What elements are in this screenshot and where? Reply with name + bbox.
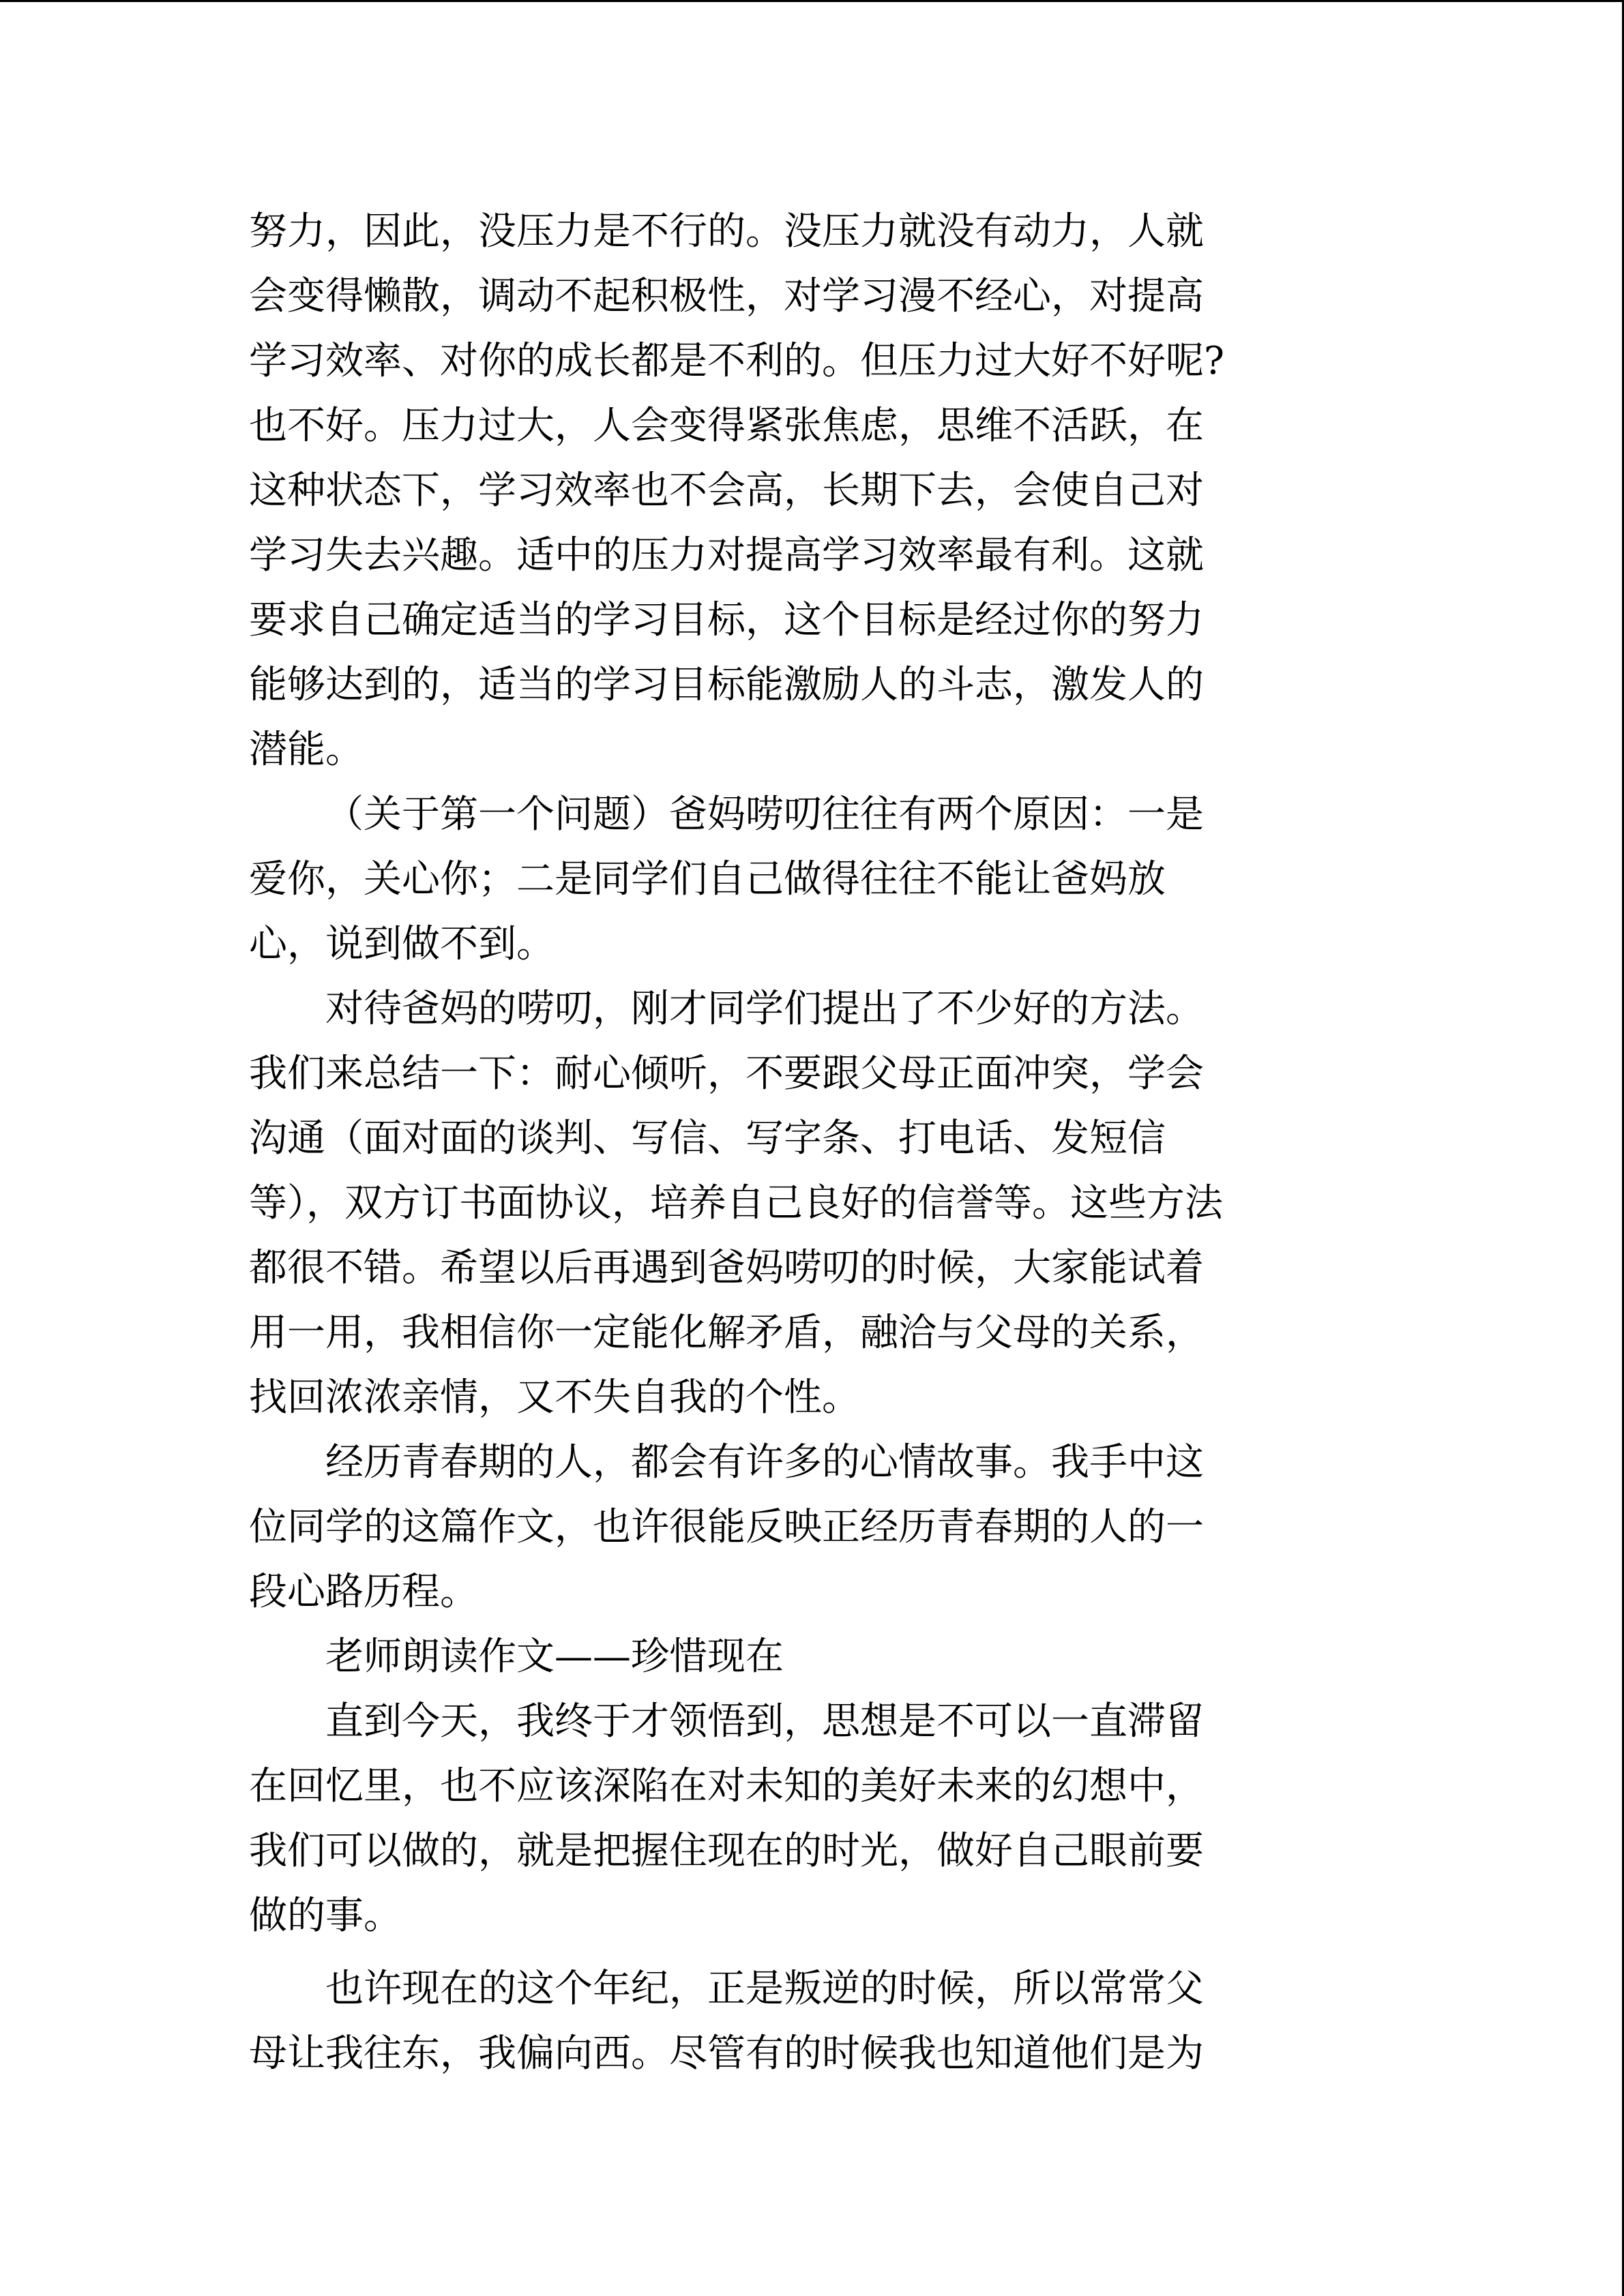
text-line: 学习失去兴趣。适中的压力对提高学习效率最有利。这就: [249, 533, 1204, 578]
text-line: （关于第一个问题）爸妈唠叨往往有两个原因：一是: [325, 792, 1204, 837]
text-line: 老师朗读作文——珍惜现在: [325, 1635, 784, 1679]
text-line: 爱你，关心你；二是同学们自己做得往往不能让爸妈放: [249, 857, 1166, 901]
text-line: 用一用，我相信你一定能化解矛盾，融洽与父母的关系，: [249, 1311, 1204, 1355]
text-line: 努力，因此，没压力是不行的。没压力就没有动力，人就: [249, 209, 1204, 254]
text-line: 沟通（面对面的谈判、写信、写字条、打电话、发短信: [249, 1116, 1166, 1161]
text-line: 能够达到的，适当的学习目标能激励人的斗志，激发人的: [249, 663, 1204, 707]
text-line: 母让我往东，我偏向西。尽管有的时候我也知道他们是为: [249, 2031, 1204, 2076]
text-line: 段心路历程。: [249, 1570, 478, 1614]
text-line: 学习效率、对你的成长都是不利的。但压力过大好不好呢?: [249, 339, 1225, 383]
text-line: 要求自己确定适当的学习目标，这个目标是经过你的努力: [249, 598, 1204, 642]
text-line: 对待爸妈的唠叨，刚才同学们提出了不少好的方法。: [325, 987, 1204, 1031]
text-line: 也不好。压力过大，人会变得紧张焦虑，思维不活跃，在: [249, 404, 1204, 448]
text-line: 会变得懒散，调动不起积极性，对学习漫不经心，对提高: [249, 274, 1204, 318]
text-line: 做的事。: [249, 1894, 402, 1938]
text-line: 心，说到做不到。: [249, 922, 555, 966]
text-line: 也许现在的这个年纪，正是叛逆的时候，所以常常父: [325, 1967, 1204, 2011]
text-line: 潜能。: [249, 728, 364, 772]
text-line: 都很不错。希望以后再遇到爸妈唠叨的时候，大家能试着: [249, 1246, 1204, 1290]
text-line: 等），双方订书面协议，培养自己良好的信誉等。这些方法: [249, 1181, 1223, 1225]
text-line: 位同学的这篇作文，也许很能反映正经历青春期的人的一: [249, 1505, 1204, 1549]
document-body: [249, 199, 1348, 2086]
text-line: 找回浓浓亲情，又不失自我的个性。: [249, 1375, 860, 1420]
text-line: 在回忆里，也不应该深陷在对未知的美好未来的幻想中，: [249, 1764, 1204, 1808]
text-line: 经历青春期的人，都会有许多的心情故事。我手中这: [325, 1440, 1204, 1485]
text-line: 我们来总结一下：耐心倾听，不要跟父母正面冲突，学会: [249, 1052, 1204, 1096]
text-line: 我们可以做的，就是把握住现在的时光，做好自己眼前要: [249, 1829, 1204, 1873]
text-line: 这种状态下，学习效率也不会高，长期下去，会使自己对: [249, 468, 1204, 513]
text-line: 直到今天，我终于才领悟到，思想是不可以一直滞留: [325, 1699, 1204, 1744]
